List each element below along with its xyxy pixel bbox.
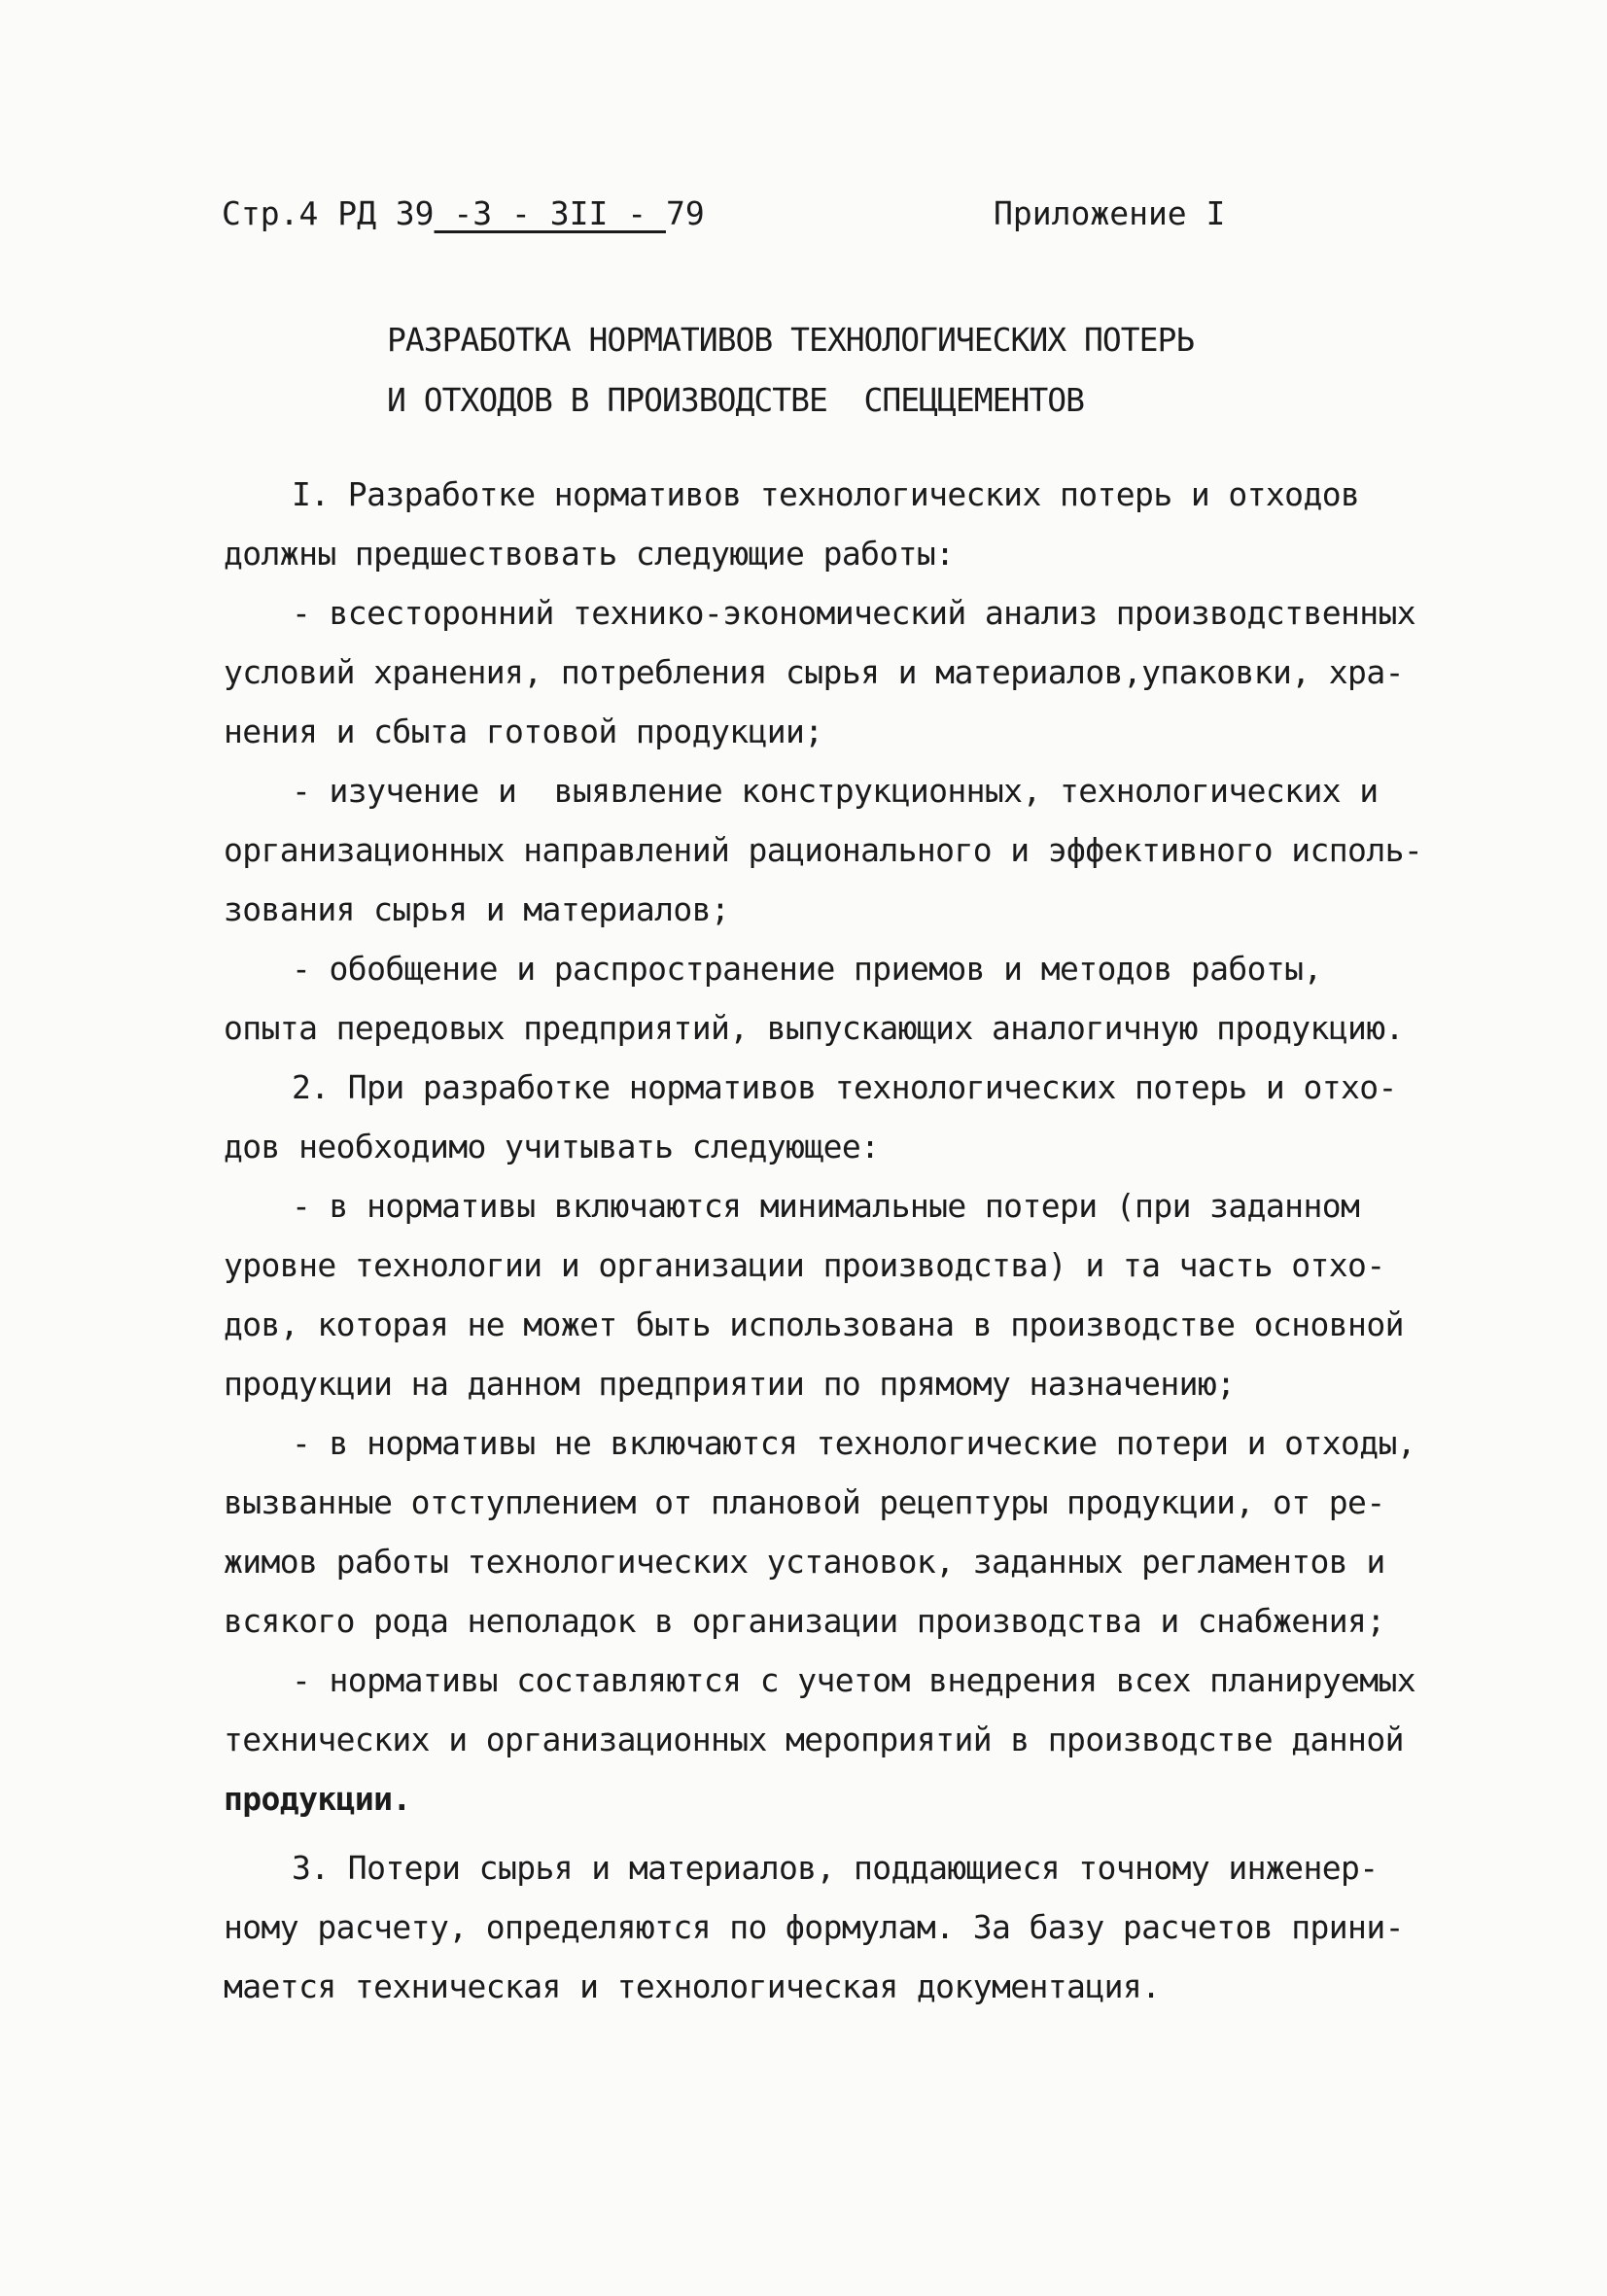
- doc-ref-prefix: Стр.4 РД 39: [222, 194, 435, 232]
- text-line: 2. При разработке нормативов технологических потерь и отхо-: [292, 1068, 1397, 1106]
- text-line: продукции.: [224, 1780, 411, 1818]
- text-line: продукции на данном предприятии по прямому назначению;: [224, 1365, 1236, 1403]
- text-line: жимов работы технологических установок, заданных регламентов и: [224, 1543, 1385, 1581]
- doc-ref-year: 79: [665, 194, 705, 232]
- text-line: условий хранения, потребления сырья и материалов,упаковки, хра-: [224, 653, 1404, 691]
- text-line: - обобщение и распространение приемов и методов работы,: [292, 950, 1322, 988]
- text-line: опыта передовых предприятий, выпускающих аналогичную продукцию.: [224, 1009, 1404, 1047]
- text-line: нения и сбыта готовой продукции;: [224, 713, 823, 750]
- text-line: дов, которая не может быть использована в производстве основной: [224, 1305, 1404, 1343]
- text-line: должны предшествовать следующие работы:: [224, 535, 955, 573]
- text-line: - в нормативы не включаются технологические потери и отходы,: [292, 1424, 1416, 1462]
- text-line: I. Разработке нормативов технологических потерь и отходов: [292, 475, 1360, 513]
- text-line: - в нормативы включаются минимальные потери (при заданном: [292, 1187, 1360, 1225]
- text-line: - нормативы составляются с учетом внедрения всех планируемых: [292, 1661, 1416, 1699]
- text-line: уровне технологии и организации производства) и та часть отхо-: [224, 1246, 1385, 1284]
- text-line: всякого рода неполадок в организации производства и снабжения;: [224, 1602, 1385, 1640]
- text-line: 3. Потери сырья и материалов, поддающиеся точному инженер-: [292, 1849, 1379, 1887]
- title-line-2: И ОТХОДОВ В ПРОИЗВОДСТВЕ СПЕЦЦЕМЕНТОВ: [387, 381, 1084, 419]
- title-line-1: РАЗРАБОТКА НОРМАТИВОВ ТЕХНОЛОГИЧЕСКИХ ПОТЕРЬ: [387, 321, 1195, 359]
- text-line: ному расчету, определяются по формулам. За базу расчетов прини-: [224, 1908, 1404, 1946]
- text-line: зования сырья и материалов;: [224, 890, 730, 928]
- text-line: - изучение и выявление конструкционных, технологических и: [292, 772, 1379, 810]
- appendix-label: Приложение I: [994, 194, 1226, 232]
- text-line: организационных направлений рационального и эффективного исполь-: [224, 831, 1423, 869]
- text-line: мается техническая и технологическая документация.: [224, 1967, 1161, 2005]
- text-line: технических и организационных мероприятий в производстве данной: [224, 1721, 1404, 1758]
- text-line: вызванные отступлением от плановой рецептуры продукции, от ре-: [224, 1483, 1385, 1521]
- text-line: дов необходимо учитывать следующее:: [224, 1128, 880, 1165]
- doc-ref-number: -3 - 3II -: [434, 194, 666, 232]
- text-line: - всесторонний технико-экономический анализ производственных: [292, 594, 1416, 632]
- document-reference: [222, 194, 705, 232]
